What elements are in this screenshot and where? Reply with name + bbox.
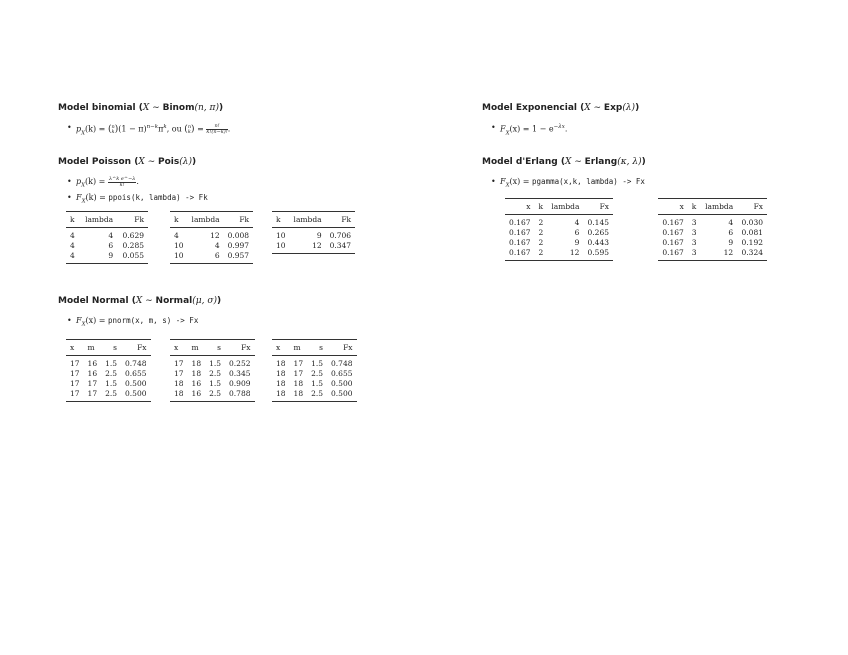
erlang-section <box>482 156 646 192</box>
table-cell: 3 <box>691 228 697 237</box>
table-cell: 2 <box>538 238 544 247</box>
table-cell: 17 <box>293 369 304 378</box>
heading-var: X <box>142 103 150 113</box>
heading-args: (n, π) <box>194 103 219 113</box>
table-header-cell: k <box>535 199 548 215</box>
table-cell: 12 <box>312 241 322 250</box>
table-cell: 0.629 <box>122 231 144 240</box>
table-header-cell: lambda <box>79 212 117 228</box>
heading-op: Binom <box>162 103 195 113</box>
table-row <box>272 356 357 370</box>
table-cell: 3 <box>691 248 697 257</box>
table-cell: 1.5 <box>209 379 222 388</box>
table-cell: 4 <box>574 218 580 227</box>
table-cell: 9 <box>574 238 580 247</box>
table-cell: 18 <box>276 379 286 388</box>
table-cell: 10 <box>174 251 184 260</box>
erlang-cdf-formula: • $F_X(x)$ = pgamma(x,k, lambda) -> Fx <box>500 176 646 192</box>
table-cell: 17 <box>174 359 184 368</box>
normal-cdf-formula: • $F_X(x)$ = pnorm(x, m, s) -> Fx <box>76 315 221 331</box>
table-header-cell: m <box>290 340 308 356</box>
erlang-table-1 <box>505 198 613 261</box>
table-cell: 0.909 <box>229 379 251 388</box>
table-header-cell: lambda <box>701 199 737 215</box>
table-cell: 0.167 <box>509 248 531 257</box>
table-cell: 17 <box>87 379 98 388</box>
table-cell: 0.055 <box>122 251 144 260</box>
table-cell: 17 <box>70 369 80 378</box>
table-cell: 0.500 <box>331 379 353 388</box>
table-cell: 10 <box>276 231 286 240</box>
table-cell: 0.345 <box>229 369 251 378</box>
binomial-bullets <box>58 122 230 139</box>
table-cell: 17 <box>70 389 80 398</box>
table-cell: 0.443 <box>587 238 609 247</box>
table-cell: 17 <box>293 359 304 368</box>
table-row <box>66 379 151 389</box>
table-cell: 18 <box>191 359 202 368</box>
table-cell: 18 <box>293 379 304 388</box>
table-header-cell: m <box>84 340 102 356</box>
table-cell: 18 <box>191 369 202 378</box>
table-row <box>170 389 255 402</box>
poisson-pmf-formula: • $p_X(k)$ = $\frac{\text{λ\textasciicircum{}k e\textasciicircum{}−λ}}{k!}$ . <box>76 176 208 192</box>
table-row <box>66 369 151 379</box>
table-cell: 6 <box>108 241 114 250</box>
table-cell: 2.5 <box>105 389 118 398</box>
table-cell: 0.167 <box>662 248 684 257</box>
table-cell: 1.5 <box>105 379 118 388</box>
table-cell: 0.324 <box>741 248 763 257</box>
normal-bullets <box>58 315 221 331</box>
table-row <box>658 215 767 229</box>
table-cell: 0.081 <box>741 228 763 237</box>
table-row <box>170 369 255 379</box>
table-cell: 12 <box>569 248 580 257</box>
poisson-table-1 <box>66 211 148 264</box>
table-header-cell: Fk <box>117 212 148 228</box>
table-cell: 3 <box>691 218 697 227</box>
normal-table-3 <box>272 339 357 402</box>
table-cell: 18 <box>276 389 286 398</box>
table-header-cell: Fx <box>121 340 150 356</box>
poisson-bullets <box>58 176 208 207</box>
table-cell: 3 <box>691 238 697 247</box>
table-cell: 16 <box>191 389 202 398</box>
table-header-cell: m <box>188 340 206 356</box>
table-cell: 2.5 <box>105 369 118 378</box>
table-cell: 0.748 <box>331 359 353 368</box>
table-row <box>272 379 357 389</box>
table-cell: 0.008 <box>227 231 250 240</box>
table-cell: 2.5 <box>311 389 324 398</box>
table-cell: 4 <box>174 231 179 240</box>
table-cell: 18 <box>276 369 286 378</box>
table-cell: 4 <box>108 231 114 240</box>
table-cell: 0.655 <box>125 369 147 378</box>
table-cell: 0.957 <box>227 251 250 260</box>
table-row <box>505 238 613 248</box>
poisson-section <box>58 156 208 207</box>
table-cell: 1.5 <box>105 359 118 368</box>
table-cell: 0.655 <box>331 369 353 378</box>
table-row <box>66 251 148 264</box>
table-header-cell: Fx <box>225 340 254 356</box>
binomial-section <box>58 102 230 139</box>
binomial-pmf-formula: • $p_X(k)$ = ( n k )$(1 - \pi)^{n-k}\pi^k$, ou ( n k ) = $\frac{n!}{k!(n-k)!}$ . <box>76 122 230 139</box>
table-header-cell: k <box>66 212 79 228</box>
table-cell: 2 <box>538 248 544 257</box>
exponential-section <box>482 102 639 139</box>
table-header-cell: lambda <box>290 212 326 228</box>
heading-prefix: Model binomial ( <box>58 103 143 113</box>
table-cell: 0.030 <box>741 218 763 227</box>
table-row <box>658 248 767 261</box>
table-row <box>272 389 357 402</box>
table-header-cell: x <box>66 340 84 356</box>
poisson-table-3 <box>272 211 355 254</box>
table-cell: 4 <box>70 231 75 240</box>
table-cell: 2.5 <box>311 369 324 378</box>
table-cell: 0.285 <box>122 241 144 250</box>
table-cell: 2 <box>538 218 544 227</box>
poisson-table-2 <box>170 211 253 264</box>
table-header-cell: Fk <box>224 212 253 228</box>
table-header-cell: lambda <box>188 212 224 228</box>
binomial-heading <box>58 102 230 114</box>
table-row <box>658 228 767 238</box>
table-row <box>170 241 253 251</box>
table-row <box>658 238 767 248</box>
table-cell: 18 <box>174 389 184 398</box>
table-cell: 0.167 <box>662 228 684 237</box>
table-cell: 4 <box>70 251 75 260</box>
table-row <box>170 379 255 389</box>
table-cell: 0.167 <box>662 238 684 247</box>
table-cell: 0.997 <box>227 241 250 250</box>
table-cell: 1.5 <box>311 359 324 368</box>
table-cell: 16 <box>87 369 98 378</box>
table-row <box>170 356 255 370</box>
table-header-cell: Fx <box>327 340 356 356</box>
table-cell: 12 <box>210 231 220 240</box>
erlang-heading: Model d'Erlang (X ∼ Erlang(κ, λ)) <box>482 157 646 167</box>
table-header-cell: x <box>658 199 688 215</box>
table-cell: 9 <box>108 251 114 260</box>
table-cell: 10 <box>276 241 286 250</box>
exponential-heading: Model Exponencial (X ∼ Exp(λ)) <box>482 103 640 113</box>
table-row <box>505 228 613 238</box>
table-row <box>66 241 148 251</box>
table-cell: 9 <box>316 231 322 240</box>
table-cell: 2.5 <box>209 369 222 378</box>
normal-heading: Model Normal (X ∼ Normal(μ, σ)) <box>58 296 222 306</box>
table-cell: 6 <box>574 228 580 237</box>
table-cell: 0.167 <box>662 218 684 227</box>
table-header-cell: k <box>170 212 188 228</box>
normal-table-2 <box>170 339 255 402</box>
table-cell: 0.595 <box>587 248 609 257</box>
table-header-cell: s <box>307 340 327 356</box>
table-row <box>272 228 355 242</box>
table-cell: 17 <box>70 359 80 368</box>
table-cell: 0.788 <box>229 389 251 398</box>
table-cell: 4 <box>70 241 75 250</box>
table-cell: 12 <box>723 248 734 257</box>
table-cell: 9 <box>728 238 734 247</box>
table-row <box>66 389 151 402</box>
table-cell: 4 <box>214 241 220 250</box>
table-cell: 10 <box>174 241 184 250</box>
table-cell: 17 <box>87 389 98 398</box>
table-cell: 18 <box>276 359 286 368</box>
table-row <box>66 356 151 370</box>
table-cell: 1.5 <box>311 379 324 388</box>
heading-suffix: ) <box>218 103 224 113</box>
table-row <box>170 251 253 264</box>
table-header-cell: x <box>505 199 535 215</box>
table-cell: 0.706 <box>329 231 352 240</box>
table-cell: 0.252 <box>229 359 251 368</box>
table-cell: 0.500 <box>125 379 147 388</box>
table-cell: 6 <box>214 251 220 260</box>
table-row <box>505 248 613 261</box>
table-cell: 0.265 <box>587 228 609 237</box>
table-cell: 16 <box>191 379 202 388</box>
table-row <box>505 215 613 229</box>
erlang-bullets <box>482 176 646 192</box>
table-cell: 18 <box>293 389 304 398</box>
poisson-cdf-formula: • $F_X(k)$ = ppois(k, lambda) -> Fk <box>76 192 208 208</box>
table-cell: 0.500 <box>125 389 147 398</box>
poisson-heading: Model Poisson (X ∼ Pois(λ)) <box>58 157 197 167</box>
table-cell: 0.167 <box>509 238 531 247</box>
table-cell: 0.500 <box>331 389 353 398</box>
heading-sim: ∼ <box>149 103 163 113</box>
erlang-table-2 <box>658 198 767 261</box>
table-header-cell: lambda <box>547 199 583 215</box>
normal-table-1 <box>66 339 151 402</box>
table-header-cell: k <box>272 212 290 228</box>
table-header-cell: Fx <box>737 199 767 215</box>
table-cell: 18 <box>174 379 184 388</box>
table-cell: 0.192 <box>741 238 763 247</box>
table-row <box>272 241 355 254</box>
table-cell: 0.145 <box>587 218 609 227</box>
exponential-bullets <box>482 122 639 139</box>
table-cell: 16 <box>87 359 98 368</box>
table-header-cell: k <box>688 199 701 215</box>
table-cell: 1.5 <box>209 359 222 368</box>
table-header-cell: s <box>101 340 121 356</box>
table-cell: 2.5 <box>209 389 222 398</box>
table-cell: 2 <box>538 228 544 237</box>
table-header-cell: x <box>170 340 188 356</box>
table-cell: 6 <box>728 228 734 237</box>
table-header-cell: Fx <box>583 199 613 215</box>
table-row <box>170 228 253 242</box>
table-cell: 4 <box>728 218 734 227</box>
table-cell: 0.167 <box>509 218 531 227</box>
table-cell: 17 <box>70 379 80 388</box>
normal-section <box>58 295 221 331</box>
table-header-cell: Fk <box>326 212 355 228</box>
exponential-cdf-formula: • $F_X(x) = 1 - e^{-\lambda x}$. <box>500 122 639 139</box>
table-row <box>272 369 357 379</box>
table-row <box>66 228 148 242</box>
table-header-cell: x <box>272 340 290 356</box>
table-header-cell: s <box>205 340 225 356</box>
table-cell: 0.347 <box>329 241 352 250</box>
table-cell: 0.167 <box>509 228 531 237</box>
table-cell: 17 <box>174 369 184 378</box>
table-cell: 0.748 <box>125 359 147 368</box>
